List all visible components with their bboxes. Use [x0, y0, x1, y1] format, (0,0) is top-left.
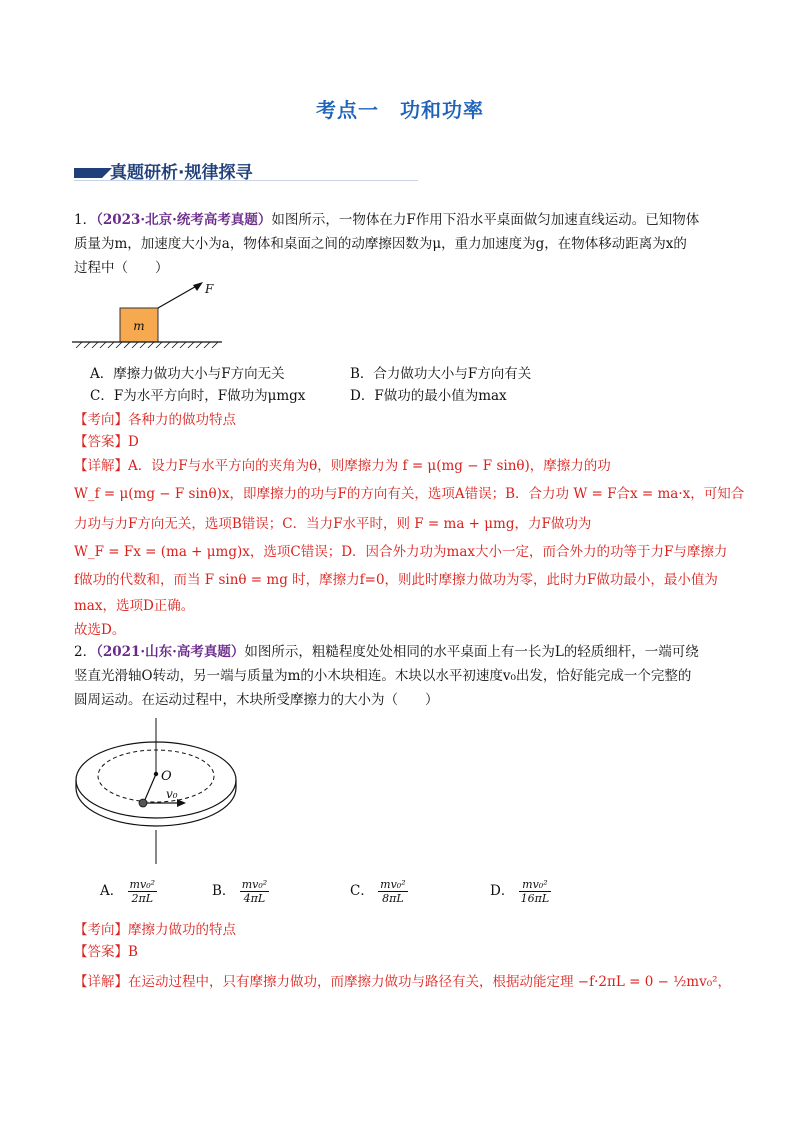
section-underline — [74, 180, 418, 181]
q1-detail-line4: W_F = Fx = (ma + μmg)x，选项C错误；D．因合外力功为max大小一定，而合外力的功等于力F与摩擦力 — [74, 544, 728, 560]
q1-option-b[interactable]: B．合力做功大小与F方向有关 — [350, 366, 532, 382]
q2-answer-tag: 【答案】 — [74, 944, 128, 960]
q2-option-b-den: 4πL — [243, 892, 266, 905]
q1-option-c[interactable]: C．F为水平方向时，F做功为μmgx — [90, 388, 306, 404]
q2-option-d-fraction — [519, 878, 552, 905]
q2-option-b[interactable] — [212, 878, 269, 905]
q2-detail — [74, 972, 731, 992]
q1-option-a[interactable]: A．摩擦力做功大小与F方向无关 — [90, 366, 285, 382]
q1-stem-3: 过程中（ ） — [74, 260, 169, 276]
q1-kaoxiang-text: 各种力的做功特点 — [128, 412, 236, 428]
q2-kaoxiang-text: 摩擦力做功的特点 — [128, 922, 236, 938]
wood-block — [139, 799, 147, 807]
q1-answer-value: D — [128, 434, 139, 450]
q2-option-d-den: 16πL — [520, 892, 550, 905]
q2-option-c[interactable] — [350, 878, 408, 905]
q1-detail-line5: f做功的代数和，而当 F sinθ = mg 时，摩擦力f=0，则此时摩擦力做功为零，此时力F做功最小，最小值为 — [74, 572, 718, 588]
q2-detail-text: 在运动过程中，只有摩擦力做功，而摩擦力做功与路径有关，根据动能定理 −f·2πL = 0 − ½mv₀²， — [128, 974, 732, 990]
q1-source: （2023·北京·统考高考真题） — [96, 212, 272, 228]
force-arrow — [158, 284, 200, 308]
q1-answer-tag: 【答案】 — [74, 434, 128, 450]
force-label: F — [205, 282, 214, 296]
q1-detail-tag: 【详解】 — [74, 458, 128, 474]
q2-kaoxiang-tag: 【考向】 — [74, 922, 128, 938]
q1-figure — [72, 276, 232, 356]
ground-hatching — [76, 342, 218, 348]
section-bar — [74, 168, 102, 178]
q1-detail-line6: max，选项D正确。 — [74, 598, 195, 614]
q1-conclusion: 故选D。 — [74, 622, 126, 638]
q2-option-d[interactable] — [490, 878, 551, 905]
q1-kaoxiang-tag: 【考向】 — [74, 412, 128, 428]
q1-stem-1: 如图所示，一物体在力F作用下沿水平桌面做匀加速直线运动。已知物体 — [271, 212, 700, 228]
section-heading: 真题研析·规律探寻 — [110, 163, 253, 183]
q2-option-d-letter: D． — [490, 883, 515, 899]
q2-figure — [74, 718, 244, 866]
q1-detail-text-1: A．设力F与水平方向的夹角为θ，则摩擦力为 f = μ(mg − F sinθ)，摩擦力的功 — [128, 458, 611, 474]
q1-detail-line1 — [74, 456, 611, 476]
q2-option-a-num: mv₀² — [129, 878, 156, 891]
q2-kaoxiang — [74, 920, 236, 940]
q2-option-b-letter: B． — [212, 883, 236, 899]
q2-stem-3: 圆周运动。在运动过程中，木块所受摩擦力的大小为（ ） — [74, 692, 439, 708]
force-arrowhead — [193, 282, 203, 291]
q2-number: 2． — [74, 644, 97, 660]
q2-option-c-num: mv₀² — [380, 878, 406, 891]
q1-stem-2: 质量为m，加速度大小为a，物体和桌面之间的动摩擦因数为μ，重力加速度为g，在物体移动距离为x的 — [74, 236, 687, 252]
q1-detail-line2: W_f = μ(mg − F sinθ)x，即摩擦力的功与F的方向有关，选项A错误；B．合力功 W = F合x = ma·x，可知合 — [74, 486, 745, 502]
q2-source: （2021·山东·高考真题） — [96, 644, 245, 660]
q2-line1 — [74, 642, 699, 662]
q1-line1 — [74, 210, 699, 230]
q2-option-c-fraction — [378, 878, 407, 905]
q2-detail-tag: 【详解】 — [74, 974, 128, 990]
page-title: 考点一 功和功率 — [316, 98, 484, 122]
q1-option-d[interactable]: D．F做功的最小值为max — [350, 388, 507, 404]
q1-number: 1． — [74, 212, 97, 228]
q2-answer-value: B — [128, 944, 138, 960]
q2-option-d-num: mv₀² — [519, 878, 552, 892]
q2-option-b-fraction — [240, 878, 269, 905]
q2-option-a[interactable] — [100, 878, 157, 905]
q2-stem-1: 如图所示，粗糙程度处处相同的水平桌面上有一长为L的轻质细杆，一端可绕 — [244, 644, 699, 660]
q2-option-a-fraction — [128, 878, 157, 905]
q2-stem-2: 竖直光滑轴O转动，另一端与质量为m的小木块相连。木块以水平初速度v₀出发，恰好能完成一个完整的 — [74, 668, 692, 684]
q2-option-a-letter: A． — [100, 883, 124, 899]
q2-option-c-letter: C． — [350, 883, 374, 899]
q2-option-a-den: 2πL — [131, 892, 154, 905]
q2-option-c-den: 8πL — [382, 892, 404, 905]
q1-answer — [74, 432, 139, 452]
q2-answer — [74, 942, 138, 962]
axis-label: O — [161, 769, 172, 784]
velocity-label: v₀ — [166, 787, 178, 801]
q2-option-b-num: mv₀² — [241, 878, 268, 891]
q1-detail-line3: 力功与力F方向无关，选项B错误；C．当力F水平时，则 F = ma + μmg，力F做功为 — [74, 516, 592, 532]
block-label: m — [133, 319, 145, 333]
q1-kaoxiang — [74, 410, 236, 430]
